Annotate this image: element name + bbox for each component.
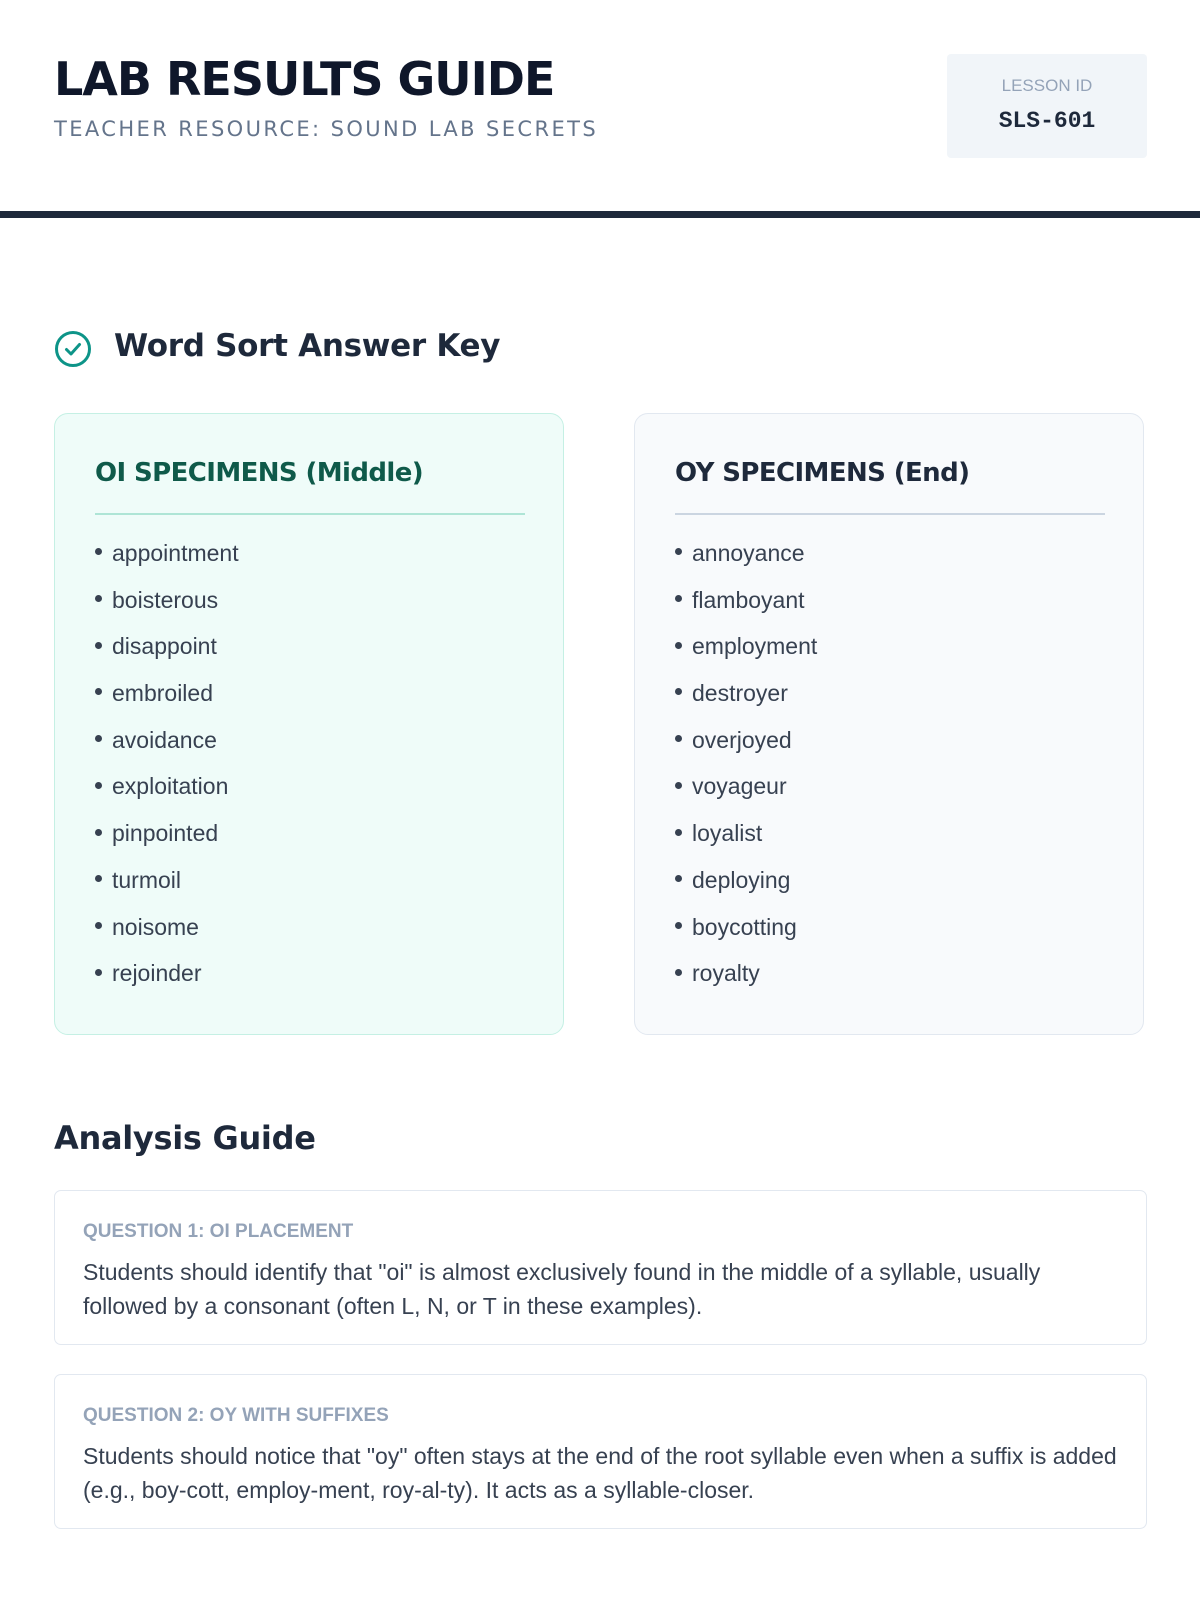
analysis-title: Analysis Guide xyxy=(54,1119,316,1157)
word-list-item xyxy=(95,726,239,776)
question-label: QUESTION 2: OY WITH SUFFIXES xyxy=(83,1405,389,1426)
question-card xyxy=(54,1190,1147,1345)
bullet-icon xyxy=(675,782,682,789)
oy-word-list xyxy=(675,542,817,1009)
word-text: turmoil xyxy=(112,866,182,893)
question-answer: Students should identify that "oi" is almost exclusively found in the middle of a syllable, usually followed by a consonant (often L, N, or T in these examples). xyxy=(83,1259,1041,1319)
word-text: boycotting xyxy=(692,913,797,940)
bullet-icon xyxy=(95,642,102,649)
bullet-icon xyxy=(95,595,102,602)
word-text: voyageur xyxy=(692,773,787,800)
page-title: LAB RESULTS GUIDE xyxy=(54,52,555,106)
word-text: appointment xyxy=(112,540,239,566)
word-list-item xyxy=(95,822,239,869)
word-list-item xyxy=(675,962,817,1009)
word-list-item xyxy=(95,542,239,589)
oi-card-divider xyxy=(95,513,525,515)
bullet-icon xyxy=(675,875,682,882)
bullet-icon xyxy=(95,875,102,882)
bullet-icon xyxy=(95,548,102,555)
oi-word-list xyxy=(95,542,239,1009)
word-list-item xyxy=(675,866,817,916)
oy-card-divider xyxy=(675,513,1105,515)
bullet-icon xyxy=(95,969,102,976)
word-sort-title: Word Sort Answer Key xyxy=(114,328,501,364)
bullet-icon xyxy=(675,595,682,602)
bullet-icon xyxy=(95,782,102,789)
lesson-id-value: SLS-601 xyxy=(998,108,1096,134)
word-list-item xyxy=(675,635,817,682)
question-card xyxy=(54,1374,1147,1529)
word-list-item xyxy=(95,962,239,1009)
page-header xyxy=(54,0,1147,212)
word-list-item xyxy=(675,726,817,776)
word-text: boisterous xyxy=(112,586,219,613)
oi-card-title: OI SPECIMENS (Middle) xyxy=(95,458,424,488)
oy-card-title: OY SPECIMENS (End) xyxy=(675,458,970,488)
header-divider xyxy=(0,211,1200,218)
word-text: exploitation xyxy=(112,773,229,800)
bullet-icon xyxy=(95,829,102,836)
word-text: overjoyed xyxy=(692,726,792,753)
word-text: loyalist xyxy=(692,820,763,847)
word-list-item xyxy=(95,913,239,963)
bullet-icon xyxy=(675,969,682,976)
word-text: pinpointed xyxy=(112,820,219,847)
word-text: disappoint xyxy=(112,633,217,660)
word-text: embroiled xyxy=(112,680,213,707)
word-list-item xyxy=(95,775,239,822)
bullet-icon xyxy=(675,922,682,929)
word-list-item xyxy=(675,682,817,729)
word-list-item xyxy=(675,542,817,589)
word-list-item xyxy=(95,635,239,682)
word-list-item xyxy=(95,866,239,916)
bullet-icon xyxy=(95,735,102,742)
word-list-item xyxy=(675,586,817,636)
word-list-item xyxy=(675,775,817,822)
word-text: deploying xyxy=(692,866,791,893)
bullet-icon xyxy=(675,688,682,695)
word-text: employment xyxy=(692,633,818,660)
bullet-icon xyxy=(95,688,102,695)
word-text: rejoinder xyxy=(112,960,202,987)
bullet-icon xyxy=(675,642,682,649)
bullet-icon xyxy=(675,829,682,836)
word-text: royalty xyxy=(692,960,760,987)
page-subtitle: TEACHER RESOURCE: SOUND LAB SECRETS xyxy=(54,117,599,141)
word-list-item xyxy=(95,682,239,729)
oi-specimens-card xyxy=(54,413,564,1035)
question-label: QUESTION 1: OI PLACEMENT xyxy=(83,1221,354,1242)
bullet-icon xyxy=(95,922,102,929)
bullet-icon xyxy=(675,548,682,555)
word-text: flamboyant xyxy=(692,586,805,613)
check-circle-icon xyxy=(54,330,92,368)
lesson-id-box xyxy=(947,54,1147,158)
word-text: noisome xyxy=(112,913,199,940)
bullet-icon xyxy=(675,735,682,742)
word-text: avoidance xyxy=(112,726,217,753)
word-list-item xyxy=(95,586,239,636)
word-text: annoyance xyxy=(692,540,805,566)
oy-specimens-card xyxy=(634,413,1144,1035)
word-text: destroyer xyxy=(692,680,788,707)
lesson-id-label: LESSON ID xyxy=(1001,76,1093,95)
word-list-item xyxy=(675,822,817,869)
word-list-item xyxy=(675,913,817,963)
question-answer: Students should notice that "oy" often stays at the end of the root syllable even when a suffix is added (e.g., boy-cott, employ-ment, roy-al-ty). It acts as a syllable-closer. xyxy=(83,1443,1117,1503)
